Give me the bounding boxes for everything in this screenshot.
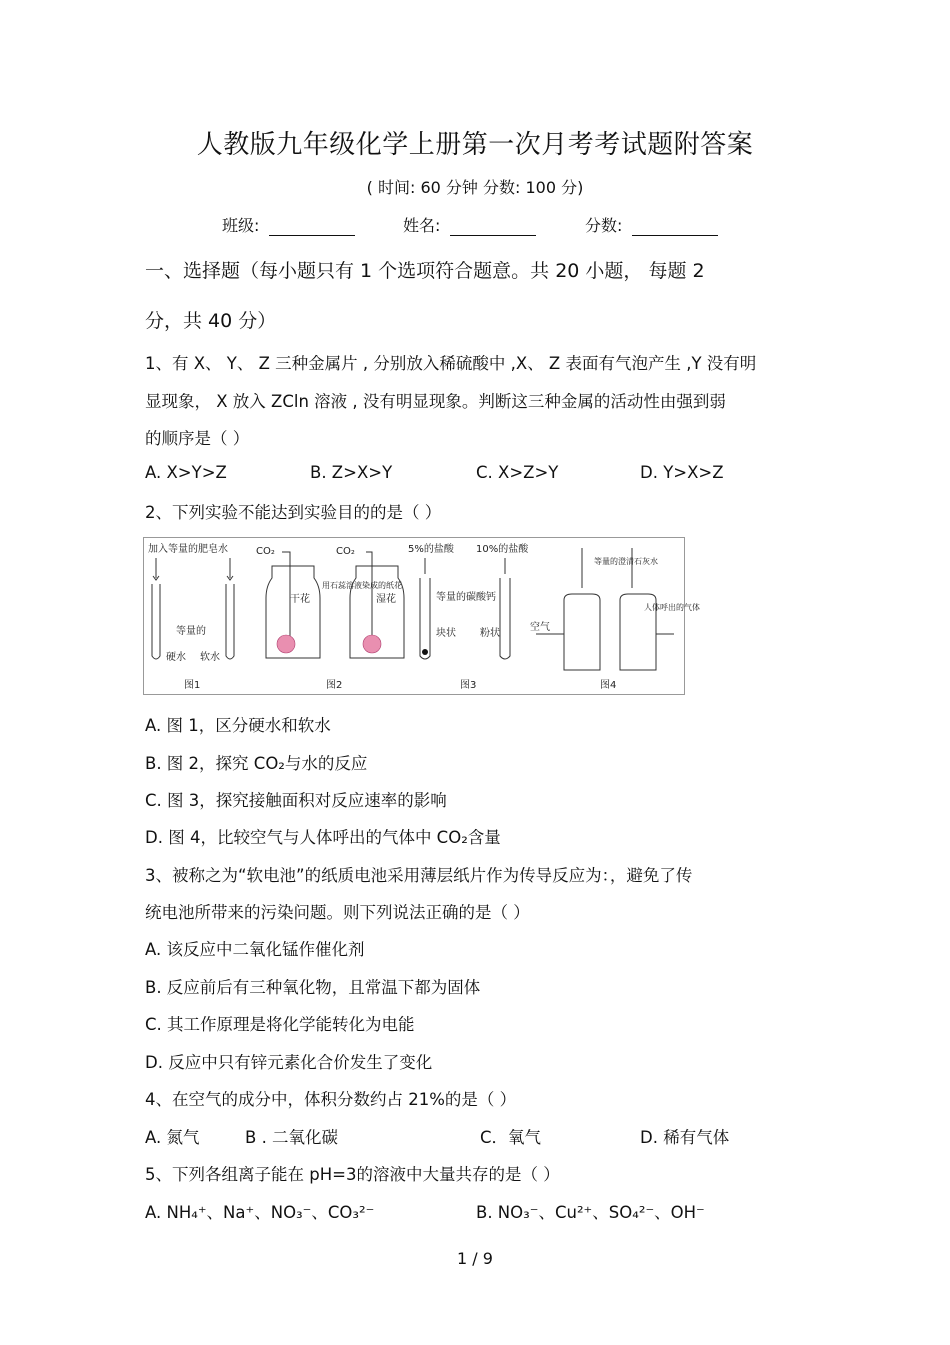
q3-line1: 3、被称之为“软电池”的纸质电池采用薄层纸片作为传导反应为：，避免了传 <box>145 866 693 885</box>
q2-option-d: D. 图 4，比较空气与人体呼出的气体中 CO₂含量 <box>145 828 501 847</box>
f2-mid-label: 用石蕊溶液染成的纸花 <box>322 581 402 590</box>
f3-left-label: 5%的盐酸 <box>408 544 454 555</box>
q2-option-c: C. 图 3，探究接触面积对反应速率的影响 <box>145 791 447 810</box>
paper-flower-dry <box>277 635 295 653</box>
fig3-caption: 图3 <box>460 680 477 691</box>
f3-block-label: 块状 <box>436 628 456 639</box>
f1-top-label: 加入等量的肥皂水 <box>148 544 228 555</box>
score-blank <box>632 219 718 236</box>
q5-stem: 5、下列各组离子能在 pH=3的溶液中大量共存的是（ ） <box>145 1165 560 1184</box>
section-heading-cont: 分，共 40 分） <box>145 310 277 332</box>
f3-mid-label: 等量的碳酸钙 <box>436 592 496 603</box>
f4-air-label: 空气 <box>530 622 550 633</box>
f3-right-label: 10%的盐酸 <box>476 544 529 555</box>
score-field <box>585 213 718 236</box>
tube-block-caco3 <box>420 578 430 659</box>
tube-powder-caco3 <box>500 578 510 659</box>
fig1-caption: 图1 <box>184 680 201 691</box>
bottle-air <box>564 594 600 670</box>
q1-line1: 1、有 X、 Y、 Z 三种金属片 , 分别放入稀硫酸中 ,X、 Z 表面有气泡产生 ,Y 没有明 <box>145 354 757 373</box>
exam-meta: ( 时间: 60 分钟 分数: 100 分) <box>366 178 584 197</box>
class-blank <box>269 219 355 236</box>
q3-option-c: C. 其工作原理是将化学能转化为电能 <box>145 1015 415 1034</box>
f1-hard-label: 硬水 <box>166 652 186 663</box>
q1-line2: 显现象， X 放入 ZCln 溶液 , 没有明显现象。判断这三种金属的活动性由强到弱 <box>145 392 726 411</box>
f1-soft-label: 软水 <box>200 652 220 663</box>
page-number: 1 / 9 <box>457 1249 493 1268</box>
f2-co2-left: CO₂ <box>256 546 275 557</box>
q1-option-c: C. X>Z>Y <box>476 463 559 482</box>
f2-wet-label: 湿花 <box>376 594 396 605</box>
class-label: 班级: <box>222 216 260 235</box>
f2-co2-right: CO₂ <box>336 546 355 557</box>
experiment-figure <box>143 537 700 695</box>
q4-option-a: A. 氮气 <box>145 1128 200 1147</box>
f3-powder-label: 粉状 <box>480 628 500 639</box>
q1-option-b: B. Z>X>Y <box>310 463 393 482</box>
q4-option-c: C．氧气 <box>480 1128 542 1147</box>
q5-option-a: A. NH₄⁺、Na⁺、NO₃⁻、CO₃²⁻ <box>145 1203 375 1222</box>
q4-stem: 4、在空气的成分中，体积分数约占 21%的是（ ） <box>145 1090 517 1109</box>
f2-dry-label: 干花 <box>290 594 310 605</box>
section-heading: 一、选择题（每小题只有 1 个选项符合题意。共 20 小题， 每题 2 <box>145 260 705 282</box>
name-label: 姓名: <box>403 216 441 235</box>
q2-option-b: B. 图 2，探究 CO₂与水的反应 <box>145 754 368 773</box>
f1-mid-label: 等量的 <box>176 626 206 637</box>
q5-option-b: B. NO₃⁻、Cu²⁺、SO₄²⁻、OH⁻ <box>476 1203 705 1222</box>
q1-line3: 的顺序是（ ） <box>145 429 250 448</box>
fig2-caption: 图2 <box>326 680 343 691</box>
q3-option-a: A. 该反应中二氧化锰作催化剂 <box>145 940 365 959</box>
f4-top-label: 等量的澄清石灰水 <box>594 557 658 566</box>
q2-option-a: A. 图 1，区分硬水和软水 <box>145 716 331 735</box>
tube-hard-water <box>152 584 160 659</box>
q1-option-d: D. Y>X>Z <box>640 463 724 482</box>
tube-soft-water <box>226 584 234 659</box>
score-label: 分数: <box>585 216 623 235</box>
name-field <box>403 213 536 236</box>
q3-option-b: B. 反应前后有三种氧化物，且常温下都为固体 <box>145 978 481 997</box>
name-blank <box>450 219 536 236</box>
q4-option-d: D. 稀有气体 <box>640 1128 730 1147</box>
q3-line2: 统电池所带来的污染问题。则下列说法正确的是（ ） <box>145 903 530 922</box>
class-field <box>222 213 355 236</box>
q3-option-d: D. 反应中只有锌元素化合价发生了变化 <box>145 1053 433 1072</box>
paper-flower-wet <box>363 635 381 653</box>
f4-breath-label: 人体呼出的气体 <box>644 603 700 612</box>
q1-option-a: A. X>Y>Z <box>145 463 227 482</box>
page-title: 人教版九年级化学上册第一次月考考试题附答案 <box>196 130 754 160</box>
q2-stem: 2、下列实验不能达到实验目的的是（ ） <box>145 503 442 522</box>
fig4-caption: 图4 <box>600 680 617 691</box>
q4-option-b: B . 二氧化碳 <box>245 1128 339 1147</box>
